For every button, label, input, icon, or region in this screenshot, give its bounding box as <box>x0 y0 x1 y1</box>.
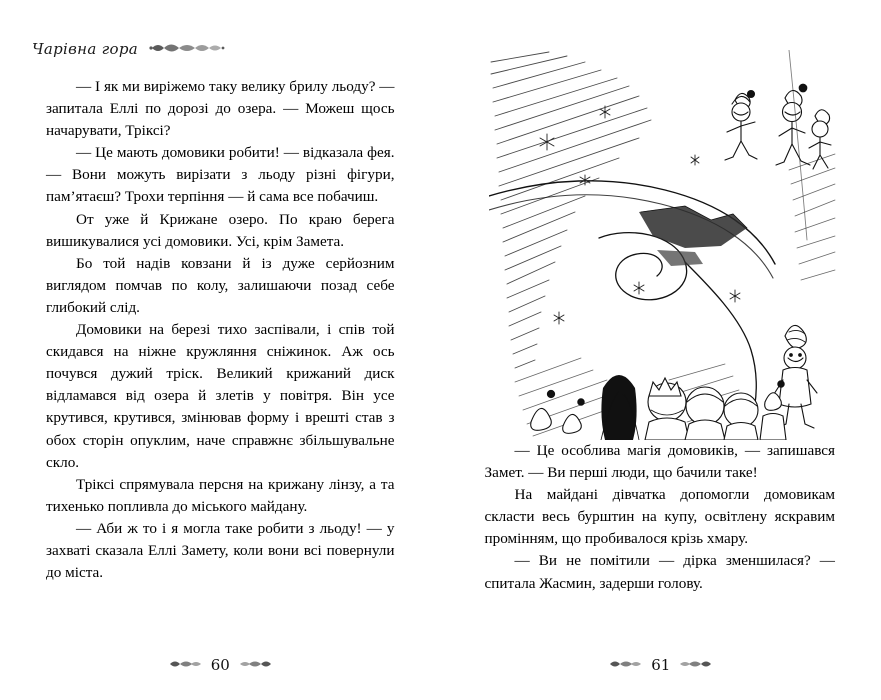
running-head-title: Чарівна гора <box>32 40 139 58</box>
page-number: 60 <box>210 656 230 674</box>
leaf-ornament-icon <box>608 658 642 670</box>
page-number: 61 <box>651 656 671 674</box>
illustration <box>489 50 837 440</box>
paragraph: — Це мають домовики робити! — відказала фея. — Вони можуть вирізати з льоду різні фігури, пам’ятаєш? Трохи терпіння — й сама все побачиш. <box>46 144 395 206</box>
leaf-ornament-icon <box>679 658 713 670</box>
paragraph: — Це особлива магія домовиків, — запишався Замет. — Ви перші люди, що бачили таке! <box>484 442 835 482</box>
paragraph: От уже й Крижане озеро. По краю берега вишикувалися усі домовики. Усі, крім Замета. <box>46 210 395 250</box>
snowy-hill-with-elves-and-children-icon <box>489 50 837 440</box>
folio-ornament-right-icon <box>679 658 713 672</box>
paragraph: Бо той надів ковзани й із дуже серйозним виглядом помчав по колу, залишаючи позад себе глибокий слід. <box>46 254 395 316</box>
paragraph: — Аби ж то і я могла таке робити з льоду! — у захваті сказала Еллі Замету, коли вони всі повернули до міста. <box>46 519 395 582</box>
paragraph: — І як ми виріжемо таку велику брилу льоду? — запитала Еллі по дорозі до озера. — Можеш щось начарувати, Тріксі? <box>46 78 395 140</box>
folio-ornament-right-icon <box>239 658 273 672</box>
folio-ornament-left-icon <box>168 658 202 672</box>
folio-ornament-left-icon <box>608 658 642 672</box>
right-page-text <box>485 440 836 595</box>
floral-ornament-icon <box>148 41 226 55</box>
paragraph: — Ви не помітили — дірка зменшилася? — спитала Жасмин, задерши голову. <box>484 552 835 592</box>
paragraph: На майдані дівчатка допомогли домовикам скласти весь бурштин на купу, освітлену яскравим промінням, що пробивалося крізь хмару. <box>484 486 835 548</box>
left-page-text <box>46 76 395 584</box>
right-page-folio <box>441 656 881 674</box>
leaf-ornament-icon <box>168 658 202 670</box>
paragraph: Тріксі спрямувала персня на крижану лінзу, а та тихенько попливла до міського майдану. <box>46 475 395 515</box>
right-page <box>441 0 881 700</box>
left-page-folio <box>0 656 441 674</box>
paragraph: Домовики на березі тихо заспівали, і спів той скидався на ніжне кружляння сніжинок. Аж ось почувся дужий тріск. Великий крижаний диск відламався від озера й злетів у повітря. Він усе крутився, крутився, змінював форму і врешті став з обох сторін опуклим, наче справжнє збільшувальне скло. <box>46 321 395 471</box>
ornament-icon <box>148 41 226 57</box>
leaf-ornament-icon <box>239 658 273 670</box>
running-head <box>32 36 395 62</box>
